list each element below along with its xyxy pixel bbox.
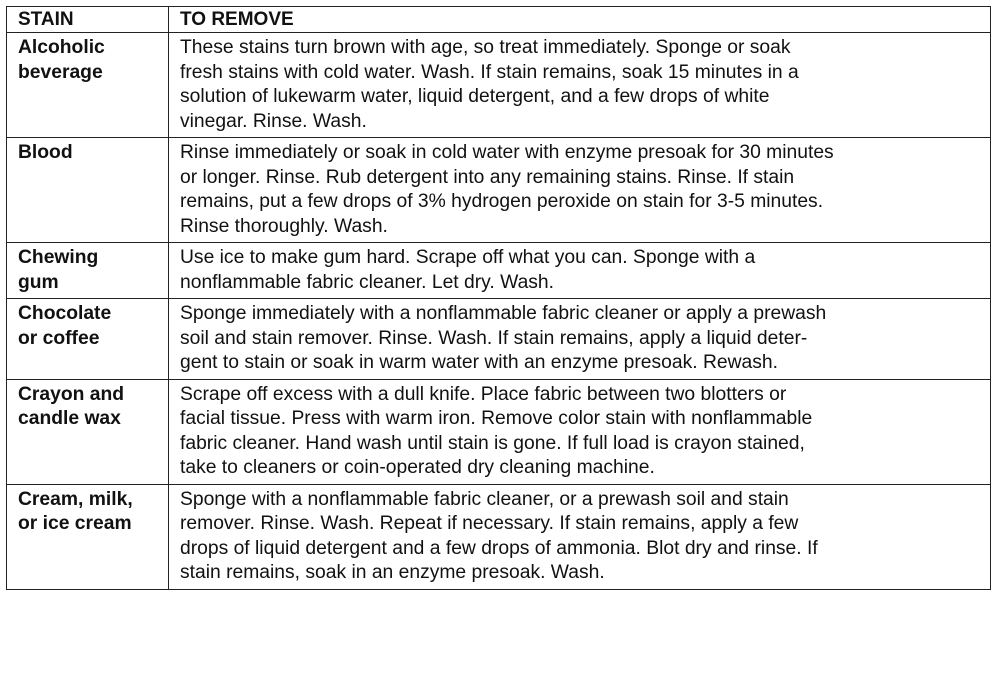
instruction-line: fabric cleaner. Hand wash until stain is gone. If full load is crayon stained, bbox=[180, 432, 805, 454]
table-row bbox=[7, 484, 991, 589]
instruction-line: Rinse immediately or soak in cold water with enzyme presoak for 30 minutes bbox=[180, 142, 834, 163]
removal-instructions-cell bbox=[169, 138, 991, 243]
header-row bbox=[7, 7, 991, 33]
stain-name-line: Crayon and bbox=[18, 383, 125, 405]
stain-name-cell bbox=[7, 243, 169, 299]
instruction-line: solution of lukewarm water, liquid detergent, and a few drops of white bbox=[180, 86, 770, 107]
stain-removal-table bbox=[6, 6, 991, 590]
instruction-line: stain remains, soak in an enzyme presoak. Wash. bbox=[180, 562, 605, 583]
table-row bbox=[7, 33, 991, 138]
stain-name-line: or coffee bbox=[18, 327, 100, 349]
header-stain: STAIN bbox=[7, 7, 169, 33]
stain-name-cell bbox=[7, 484, 169, 589]
stain-name-line: candle wax bbox=[18, 408, 121, 429]
instruction-line: vinegar. Rinse. Wash. bbox=[180, 110, 367, 132]
removal-instructions-cell bbox=[169, 243, 991, 299]
stain-name-line: Blood bbox=[18, 142, 73, 163]
removal-instructions-cell bbox=[169, 299, 991, 380]
stain-name-line: Alcoholic bbox=[18, 37, 105, 58]
instruction-line: Rinse thoroughly. Wash. bbox=[180, 215, 388, 237]
instruction-line: Scrape off excess with a dull knife. Place fabric between two blotters or bbox=[180, 383, 787, 405]
instruction-line: facial tissue. Press with warm iron. Remove color stain with nonflammable bbox=[180, 408, 813, 429]
stain-name-cell bbox=[7, 138, 169, 243]
instruction-line: Sponge immediately with a nonflammable fabric cleaner or apply a prewash bbox=[180, 303, 827, 324]
stain-name-line: Chewing bbox=[18, 247, 99, 268]
table-body bbox=[7, 33, 991, 590]
stain-name-cell bbox=[7, 379, 169, 484]
stain-name-line: Chocolate bbox=[18, 303, 112, 324]
instruction-line: Sponge with a nonflammable fabric cleaner, or a prewash soil and stain bbox=[180, 488, 789, 510]
instruction-line: fresh stains with cold water. Wash. If stain remains, soak 15 minutes in a bbox=[180, 61, 799, 83]
instruction-line: drops of liquid detergent and a few drops of ammonia. Blot dry and rinse. If bbox=[180, 537, 818, 559]
instruction-line: remover. Rinse. Wash. Repeat if necessary. If stain remains, apply a few bbox=[180, 513, 799, 534]
instruction-line: or longer. Rinse. Rub detergent into any remaining stains. Rinse. If stain bbox=[180, 166, 795, 188]
instruction-line: take to cleaners or coin-operated dry cleaning machine. bbox=[180, 457, 655, 478]
instruction-line: These stains turn brown with age, so treat immediately. Sponge or soak bbox=[180, 37, 791, 58]
table-row bbox=[7, 243, 991, 299]
stain-name-line: Cream, milk, bbox=[18, 488, 133, 510]
stain-name-line: gum bbox=[18, 271, 59, 293]
stain-name-line: beverage bbox=[18, 61, 103, 83]
instruction-line: soil and stain remover. Rinse. Wash. If stain remains, apply a liquid deter- bbox=[180, 327, 808, 349]
instruction-line: remains, put a few drops of 3% hydrogen peroxide on stain for 3-5 minutes. bbox=[180, 191, 824, 212]
instruction-line: gent to stain or soak in warm water with an enzyme presoak. Rewash. bbox=[180, 352, 778, 373]
instruction-line: nonflammable fabric cleaner. Let dry. Wash. bbox=[180, 271, 555, 293]
removal-instructions-cell bbox=[169, 33, 991, 138]
table-row bbox=[7, 299, 991, 380]
table-row bbox=[7, 379, 991, 484]
stain-name-line: or ice cream bbox=[18, 513, 132, 534]
stain-name-cell bbox=[7, 33, 169, 138]
stain-name-cell bbox=[7, 299, 169, 380]
table-row bbox=[7, 138, 991, 243]
header-to-remove: TO REMOVE bbox=[169, 7, 991, 33]
instruction-line: Use ice to make gum hard. Scrape off what you can. Sponge with a bbox=[180, 247, 756, 268]
removal-instructions-cell bbox=[169, 484, 991, 589]
removal-instructions-cell bbox=[169, 379, 991, 484]
